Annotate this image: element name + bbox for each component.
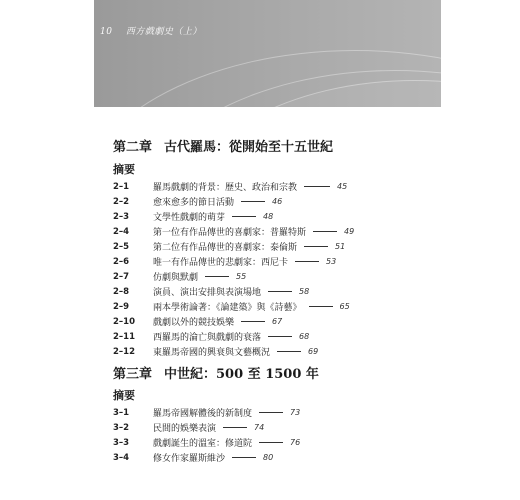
entry-page: 48 bbox=[263, 212, 274, 221]
entry-title: 第二位有作品傳世的喜劇家：泰倫斯 bbox=[153, 243, 298, 253]
chapter-title: 古代羅馬：從開始至十五世紀 bbox=[164, 140, 334, 155]
entry-title: 東羅馬帝國的興衰與文藝概況 bbox=[153, 348, 271, 358]
toc-entry bbox=[113, 209, 413, 224]
leader-line bbox=[259, 412, 283, 413]
entry-page: 68 bbox=[299, 332, 310, 341]
running-head bbox=[100, 24, 202, 37]
entry-page: 58 bbox=[299, 287, 310, 296]
entry-number: 2–9 bbox=[113, 301, 130, 312]
entry-page: 67 bbox=[272, 317, 283, 326]
toc-entry bbox=[113, 239, 413, 254]
chapter-heading bbox=[113, 363, 319, 382]
entry-number: 3–4 bbox=[113, 452, 130, 463]
entry-title: 羅馬帝國解體後的新制度 bbox=[153, 409, 253, 419]
toc-entry bbox=[113, 299, 413, 314]
entry-number: 2–12 bbox=[113, 346, 135, 357]
entry-number: 2–11 bbox=[113, 331, 135, 342]
entry-title: 戲劇誕生的溫室：修道院 bbox=[153, 439, 253, 449]
entry-number: 3–1 bbox=[113, 407, 130, 418]
entry-number: 2–2 bbox=[113, 196, 130, 207]
entry-title: 兩本學術論著：《論建築》與《詩藝》 bbox=[153, 303, 302, 313]
entry-number: 3–3 bbox=[113, 437, 130, 448]
toc-entry bbox=[113, 284, 413, 299]
entry-number: 2–3 bbox=[113, 211, 130, 222]
chapter-number: 第二章 bbox=[113, 140, 153, 155]
entry-number: 2–8 bbox=[113, 286, 130, 297]
entry-number: 2–5 bbox=[113, 241, 130, 252]
leader-line bbox=[241, 201, 265, 202]
entry-title: 文學性戲劇的萌芽 bbox=[153, 213, 226, 223]
chapter-title: 中世紀：500 至 1500 年 bbox=[164, 367, 319, 382]
entry-title: 西羅馬的淪亡與戲劇的衰落 bbox=[153, 333, 262, 343]
entry-title: 唯一有作品傳世的悲劇家：西尼卡 bbox=[153, 258, 289, 268]
toc-list bbox=[113, 179, 413, 359]
entry-number: 2–4 bbox=[113, 226, 130, 237]
entry-number: 2–7 bbox=[113, 271, 130, 282]
entry-number: 2–10 bbox=[113, 316, 135, 327]
toc-entry bbox=[113, 224, 413, 239]
entry-page: 51 bbox=[335, 242, 346, 251]
toc-entry bbox=[113, 344, 413, 359]
leader-line bbox=[277, 351, 301, 352]
chapter-heading bbox=[113, 136, 333, 155]
entry-page: 76 bbox=[290, 438, 301, 447]
leader-line bbox=[295, 261, 319, 262]
entry-title: 第一位有作品傳世的喜劇家：普羅特斯 bbox=[153, 228, 307, 238]
entry-page: 69 bbox=[308, 347, 319, 356]
entry-page: 53 bbox=[326, 257, 337, 266]
entry-page: 73 bbox=[290, 408, 301, 417]
toc-entry bbox=[113, 450, 413, 465]
leader-line bbox=[268, 336, 292, 337]
leader-line bbox=[268, 291, 292, 292]
entry-page: 74 bbox=[254, 423, 265, 432]
entry-number: 2–6 bbox=[113, 256, 130, 267]
entry-title: 羅馬戲劇的背景：歷史、政治和宗教 bbox=[153, 183, 298, 193]
toc-entry bbox=[113, 435, 413, 450]
toc-entry bbox=[113, 314, 413, 329]
toc-entry bbox=[113, 329, 413, 344]
leader-line bbox=[304, 246, 328, 247]
page-number: 10 bbox=[100, 27, 113, 37]
summary-label: 摘要 bbox=[113, 389, 135, 402]
entry-title: 修女作家羅斯維沙 bbox=[153, 454, 226, 464]
entry-page: 80 bbox=[263, 453, 274, 462]
entry-title: 愈來愈多的節日活動 bbox=[153, 198, 235, 208]
entry-title: 戲劇以外的競技娛樂 bbox=[153, 318, 235, 328]
header-band bbox=[94, 0, 441, 107]
toc-entry bbox=[113, 405, 413, 420]
toc-entry bbox=[113, 254, 413, 269]
leader-line bbox=[304, 186, 330, 187]
leader-line bbox=[313, 231, 337, 232]
entry-page: 55 bbox=[236, 272, 247, 281]
chapter-number: 第三章 bbox=[113, 367, 153, 382]
toc-entry bbox=[113, 194, 413, 209]
summary-label: 摘要 bbox=[113, 163, 135, 176]
leader-line bbox=[309, 306, 333, 307]
entry-page: 45 bbox=[337, 182, 348, 191]
entry-page: 65 bbox=[339, 302, 350, 311]
leader-line bbox=[223, 427, 247, 428]
book-title: 西方戲劇史（上） bbox=[125, 27, 202, 37]
entry-title: 民間的娛樂表演 bbox=[153, 424, 217, 434]
toc-list bbox=[113, 405, 413, 465]
entry-page: 46 bbox=[272, 197, 283, 206]
entry-number: 2–1 bbox=[113, 181, 130, 192]
leader-line bbox=[232, 457, 256, 458]
entry-title: 仿劇與默劇 bbox=[153, 273, 199, 283]
entry-number: 3–2 bbox=[113, 422, 130, 433]
entry-title: 演員、演出安排與表演場地 bbox=[153, 288, 262, 298]
leader-line bbox=[241, 321, 265, 322]
toc-entry bbox=[113, 420, 413, 435]
toc-entry bbox=[113, 269, 413, 284]
toc-entry bbox=[113, 179, 413, 194]
leader-line bbox=[205, 276, 229, 277]
entry-page: 49 bbox=[344, 227, 355, 236]
leader-line bbox=[259, 442, 283, 443]
leader-line bbox=[232, 216, 256, 217]
